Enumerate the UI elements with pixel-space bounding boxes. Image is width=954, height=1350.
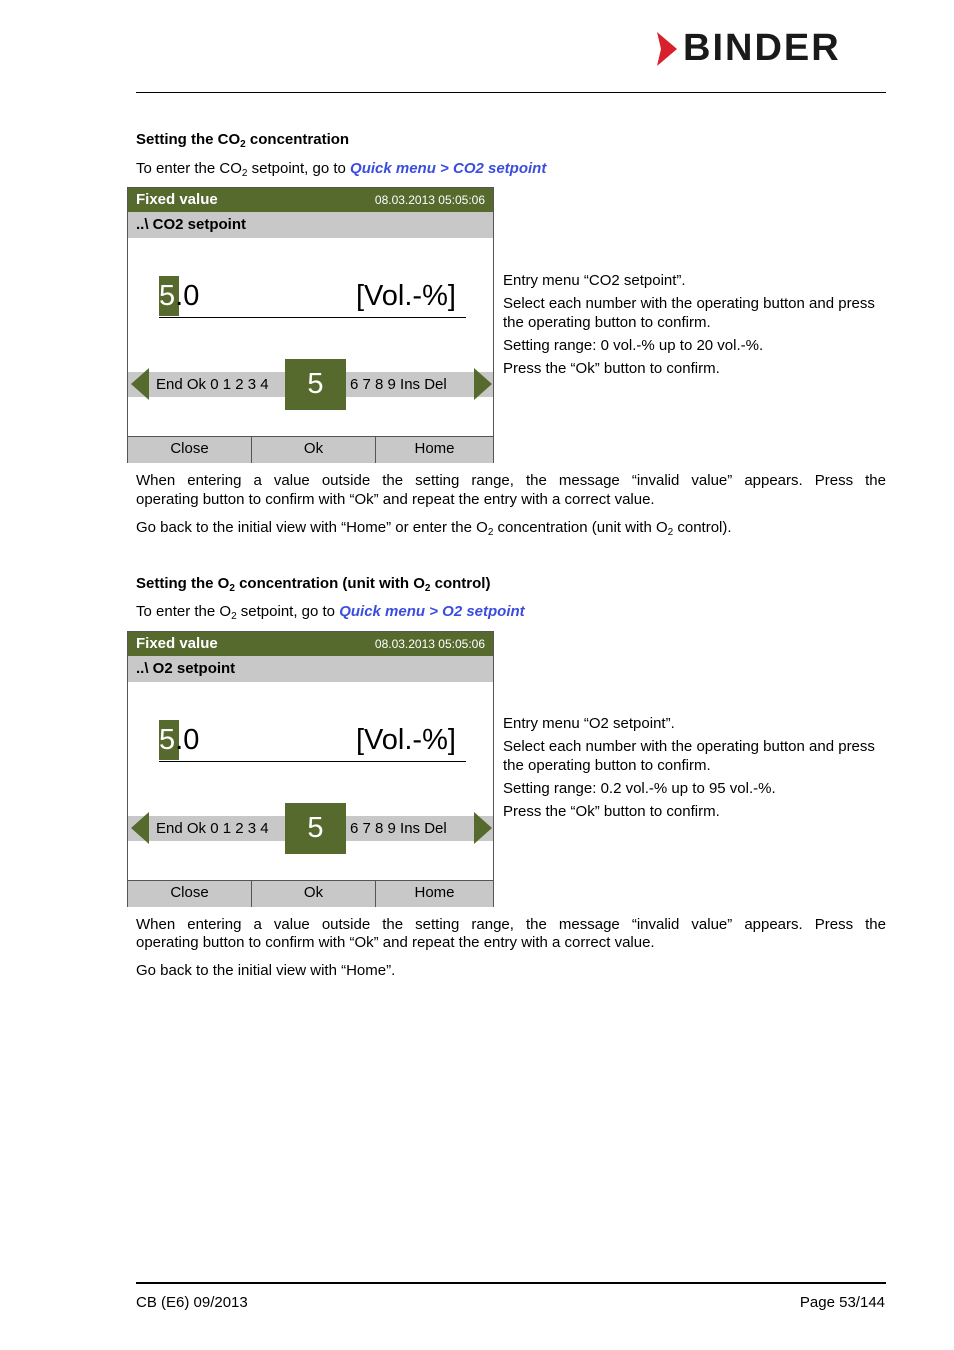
- screen-path-label: ..\ CO2 setpoint: [136, 216, 247, 233]
- binder-logo: [655, 27, 887, 69]
- section-heading-co2: Setting the $CO_2$ concentration: [136, 131, 350, 150]
- value-digit: 5: [159, 280, 176, 312]
- value-rest: .0: [175, 280, 200, 312]
- screen-path-label: ..\ O2 setpoint: [136, 660, 236, 677]
- home-button[interactable]: Home: [414, 884, 455, 901]
- side-note: Entry menu “O2 setpoint”.: [503, 715, 675, 732]
- o2-setpoint-screen: [127, 631, 494, 907]
- arrow-right-icon[interactable]: [474, 812, 492, 844]
- value-digit: 5: [159, 724, 176, 756]
- screen-path: [128, 212, 493, 238]
- section-heading-o2: Setting the $O_2$ concentration (unit with $O_2$ control): [136, 575, 491, 594]
- intro-o2: To enter the $O_2$ setpoint, go to Quick menu > O2 setpoint: [136, 603, 525, 622]
- ok-button[interactable]: Ok: [252, 881, 376, 907]
- screen-header: [128, 632, 493, 656]
- footer-rule: [136, 1282, 886, 1284]
- value-unit: [Vol.-%]: [356, 280, 456, 312]
- quick-menu-co2-link[interactable]: Quick menu > CO2 setpoint: [350, 160, 547, 177]
- value-rest: .0: [175, 724, 200, 756]
- screen-buttons: [128, 880, 493, 907]
- close-button[interactable]: Close: [128, 881, 252, 907]
- side-note: Press the “Ok” button to confirm.: [503, 803, 720, 820]
- side-notes-o2: [503, 714, 883, 825]
- side-note: Select each number with the operating button and press the operating button to confirm.: [503, 738, 875, 774]
- screen-buttons: [128, 436, 493, 463]
- side-notes-co2: [503, 271, 883, 382]
- invalid-value-note-line1: When entering a value outside the setting range, the message “invalid value” appears. Press the: [136, 472, 886, 489]
- brand-name: BINDER: [683, 27, 841, 69]
- value-display[interactable]: [159, 277, 199, 315]
- screen-header: [128, 188, 493, 212]
- intro-co2: To enter the $CO_2$ setpoint, go to Quick menu > CO2 setpoint: [136, 160, 547, 179]
- footer-page-number: Page 53/144: [799, 1294, 885, 1311]
- invalid-value-note-line2: operating button to confirm with “Ok” and repeat the entry with a correct value.: [136, 934, 655, 951]
- home-button[interactable]: Home: [414, 440, 455, 457]
- arrow-left-icon[interactable]: [131, 812, 149, 844]
- value-display[interactable]: [159, 721, 199, 759]
- screen-datetime: 08.03.2013 05:05:06: [374, 637, 485, 651]
- value-underline: [159, 761, 466, 762]
- header-rule: [136, 92, 886, 93]
- screen-title: Fixed value: [136, 635, 218, 652]
- arrow-right-icon[interactable]: [474, 368, 492, 400]
- binder-logo-icon: [655, 30, 681, 68]
- keypad-selected-key[interactable]: 5: [285, 803, 346, 854]
- co2-setpoint-screen: [127, 187, 494, 463]
- close-button[interactable]: Close: [128, 437, 252, 463]
- value-underline: [159, 317, 466, 318]
- side-note: Setting range: 0.2 vol.-% up to 95 vol.-%.: [503, 780, 776, 797]
- value-unit: [Vol.-%]: [356, 724, 456, 756]
- invalid-value-note-line2: operating button to confirm with “Ok” and repeat the entry with a correct value.: [136, 491, 655, 508]
- screen-title: Fixed value: [136, 191, 218, 208]
- keypad-selected-key[interactable]: 5: [285, 359, 346, 410]
- screen-path: [128, 656, 493, 682]
- ok-button[interactable]: Ok: [252, 437, 376, 463]
- side-note: Entry menu “CO2 setpoint”.: [503, 272, 686, 289]
- side-note: Press the “Ok” button to confirm.: [503, 360, 720, 377]
- arrow-left-icon[interactable]: [131, 368, 149, 400]
- go-back-note-o2: Go back to the initial view with “Home”.: [136, 962, 396, 979]
- quick-menu-o2-link[interactable]: Quick menu > O2 setpoint: [339, 603, 525, 620]
- side-note: Setting range: 0 vol.-% up to 20 vol.-%.: [503, 337, 764, 354]
- side-note: Select each number with the operating button and press the operating button to confirm.: [503, 295, 875, 331]
- go-back-note-co2: Go back to the initial view with “Home” or enter the $O_2$ concentration (unit with $O_2$ control).: [136, 519, 732, 538]
- screen-datetime: 08.03.2013 05:05:06: [374, 193, 485, 207]
- keypad-right-keys[interactable]: 6 7 8 9 Ins Del: [350, 820, 447, 837]
- footer-doc-id: CB (E6) 09/2013: [136, 1294, 248, 1311]
- keypad-right-keys[interactable]: 6 7 8 9 Ins Del: [350, 376, 447, 393]
- keypad-left-keys[interactable]: End Ok 0 1 2 3 4: [156, 376, 269, 393]
- invalid-value-note-line1: When entering a value outside the setting range, the message “invalid value” appears. Press the: [136, 916, 886, 933]
- keypad-left-keys[interactable]: End Ok 0 1 2 3 4: [156, 820, 269, 837]
